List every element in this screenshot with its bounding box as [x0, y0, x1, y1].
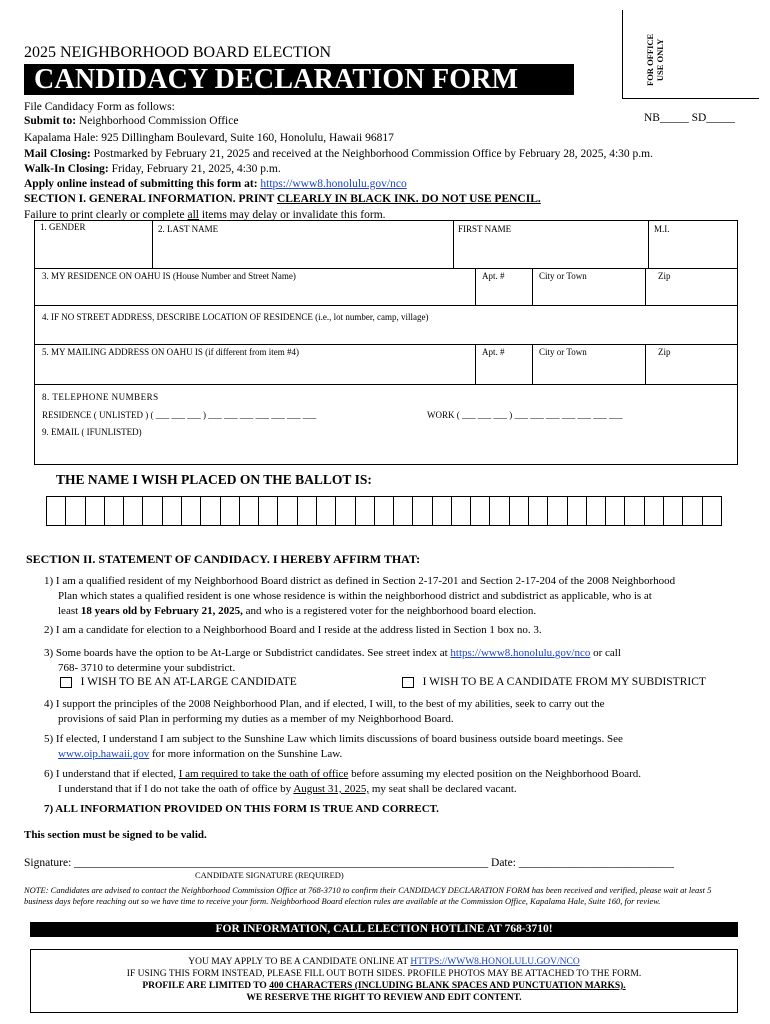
statement-7: 7) ALL INFORMATION PROVIDED ON THIS FORM IS TRUE AND CORRECT. [44, 803, 439, 815]
statement-1: 1) I am a qualified resident of my Neighborhood Board district as defined in Section 2-17-201 and Section 2-17-204 of the 2008 Neighborhood Plan which states a qualified resident is one whose residence is within the neighborhood district and subdistrict as applicable, who is at least 18 years old by February 21, 2025, and who is a registered voter for the neighborhood board election. [44, 575, 676, 617]
address-line: Kapalama Hale: 925 Dillingham Boulevard, Suite 160, Honolulu, Hawaii 96817 [24, 132, 394, 144]
statement-2: 2) I am a candidate for election to a Neighborhood Board and I reside at the address listed in Section 1 box no. 3. [44, 624, 542, 636]
email-field[interactable]: 9. EMAIL ( IFUNLISTED) [42, 427, 142, 437]
residence-apt-field[interactable]: Apt. # [482, 271, 505, 281]
failure-warning: Failure to print clearly or complete all items may delay or invalidate this form. [24, 209, 386, 221]
signature-caption: CANDIDATE SIGNATURE (REQUIRED) [195, 870, 344, 880]
statement-3: 3) Some boards have the option to be At-Large or Subdistrict candidates. See street index at https://www8.honolulu.gov/nco or call 768- 3710 to determine your subdistrict. [44, 647, 621, 674]
form-title-bar [24, 64, 574, 95]
mailing-city-field[interactable]: City or Town [539, 347, 587, 357]
middle-initial-field[interactable]: M.I. [654, 224, 670, 234]
office-use-label: FOR OFFICE USE ONLY [645, 33, 665, 86]
street-index-link[interactable]: https://www8.honolulu.gov/nco [450, 647, 591, 659]
sunshine-law-link[interactable]: www.oip.hawaii.gov [58, 748, 150, 760]
section2-heading: SECTION II. STATEMENT OF CANDIDACY. I HEREBY AFFIRM THAT: [26, 552, 421, 566]
election-line: 2025 NEIGHBORHOOD BOARD ELECTION [24, 44, 332, 61]
hotline-banner: FOR INFORMATION, CALL ELECTION HOTLINE AT 768-3710! [30, 922, 738, 937]
residence-zip-field[interactable]: Zip [658, 271, 671, 281]
statement-4: 4) I support the principles of the 2008 Neighborhood Plan, and if elected, I will, to the best of my abilities, seek to carry out the provisions of said Plan in performing my duties as a member of my Neighborhood Board. [44, 698, 605, 725]
online-apply-link[interactable]: HTTPS://WWW8.HONOLULU.GOV/NCO [410, 957, 580, 967]
last-name-field[interactable]: 2. LAST NAME [158, 224, 219, 234]
residence-phone-field[interactable]: RESIDENCE ( UNLISTED ) ( ___ ___ ___ ) ___ ___ ___ ___ ___ ___ ___ [42, 410, 317, 420]
mailing-apt-field[interactable]: Apt. # [482, 347, 505, 357]
apply-online-line: Apply online instead of submitting this form at: https://www8.honolulu.gov/nco [24, 178, 407, 190]
mailing-address-field[interactable]: 5. MY MAILING ADDRESS ON OAHU IS (if different from item #4) [42, 347, 299, 357]
ballot-name-heading: THE NAME I WISH PLACED ON THE BALLOT IS: [56, 472, 372, 487]
work-phone-field[interactable]: WORK ( ___ ___ ___ ) ___ ___ ___ ___ ___ ___ ___ [427, 410, 623, 420]
mailing-zip-field[interactable]: Zip [658, 347, 671, 357]
section1-heading: SECTION I. GENERAL INFORMATION. PRINT CLEARLY IN BLACK INK. DO NOT USE PENCIL. [24, 193, 541, 205]
subdistrict-checkbox[interactable] [402, 677, 414, 688]
statement-6: 6) I understand that if elected, I am required to take the oath of office before assuming my elected position on the Neighborhood Board. I understand that if I do not take the oath of office by August 31, 2025, my seat shall be declared vacant. [44, 768, 641, 795]
nb-sd-field[interactable]: NB_____ SD_____ [644, 112, 736, 124]
statement-5: 5) If elected, I understand I am subject to the Sunshine Law which limits discussions of board business outside board meetings. See www.oip.hawaii.gov for more information on the Sunshine Law. [44, 733, 623, 760]
signature-line[interactable]: Signature: ________________________________________________________________________ Date: ___________________________ [24, 857, 675, 869]
nco-link[interactable]: https://www8.honolulu.gov/nco [260, 178, 407, 190]
at-large-option[interactable]: I WISH TO BE AN AT-LARGE CANDIDATE [60, 675, 297, 689]
filing-intro: File Candidacy Form as follows: [24, 101, 175, 113]
submit-line: Submit to: Neighborhood Commission Office [24, 115, 239, 127]
mail-closing-line: Mail Closing: Postmarked by February 21, 2025 and received at the Neighborhood Commission Office by February 28, 2025, 4:30 p.m. [24, 148, 653, 160]
form-title: CANDIDACY DECLARATION FORM [34, 64, 519, 95]
residence-city-field[interactable]: City or Town [539, 271, 587, 281]
telephone-heading: 8. TELEPHONE NUMBERS [42, 392, 159, 402]
sign-required-note: This section must be signed to be valid. [24, 829, 207, 841]
first-name-field[interactable]: FIRST NAME [458, 224, 512, 234]
subdistrict-option[interactable]: I WISH TO BE A CANDIDATE FROM MY SUBDISTRICT [402, 675, 706, 689]
ballot-name-boxes[interactable] [46, 496, 722, 526]
residence-street-field[interactable]: 3. MY RESIDENCE ON OAHU IS (House Number and Street Name) [42, 271, 296, 281]
online-notice-box: YOU MAY APPLY TO BE A CANDIDATE ONLINE AT HTTPS://WWW8.HONOLULU.GOV/NCO IF USING THIS FORM INSTEAD, PLEASE FILL OUT BOTH SIDES. PROFILE PHOTOS MAY BE ATTACHED TO THE FORM. PROFILE ARE LIMITED TO 400 CHARACTERS (INCLUDING BLANK SPACES AND PUNCTUATION MARKS). WE RESERVE THE RIGHT TO REVIEW AND EDIT CONTENT. [30, 949, 738, 1013]
gender-field[interactable]: 1. GENDER [40, 222, 86, 232]
office-use-box [622, 10, 759, 99]
at-large-checkbox[interactable] [60, 677, 72, 688]
confirmation-note: NOTE: Candidates are advised to contact the Neighborhood Commission Office at 768-3710 to confirm their CANDIDACY DECLARATION FORM has been received and verified, please wait at least 5 business days before reaching out so we have time to receive your form. Neighborhood Board election rules are available at the Commission Office, Kapalama Hale, Suite 160, for review. [24, 885, 712, 906]
location-description-field[interactable]: 4. IF NO STREET ADDRESS, DESCRIBE LOCATION OF RESIDENCE (i.e., lot number, camp, village) [42, 312, 429, 322]
walkin-closing-line: Walk-In Closing: Friday, February 21, 2025, 4:30 p.m. [24, 163, 281, 175]
